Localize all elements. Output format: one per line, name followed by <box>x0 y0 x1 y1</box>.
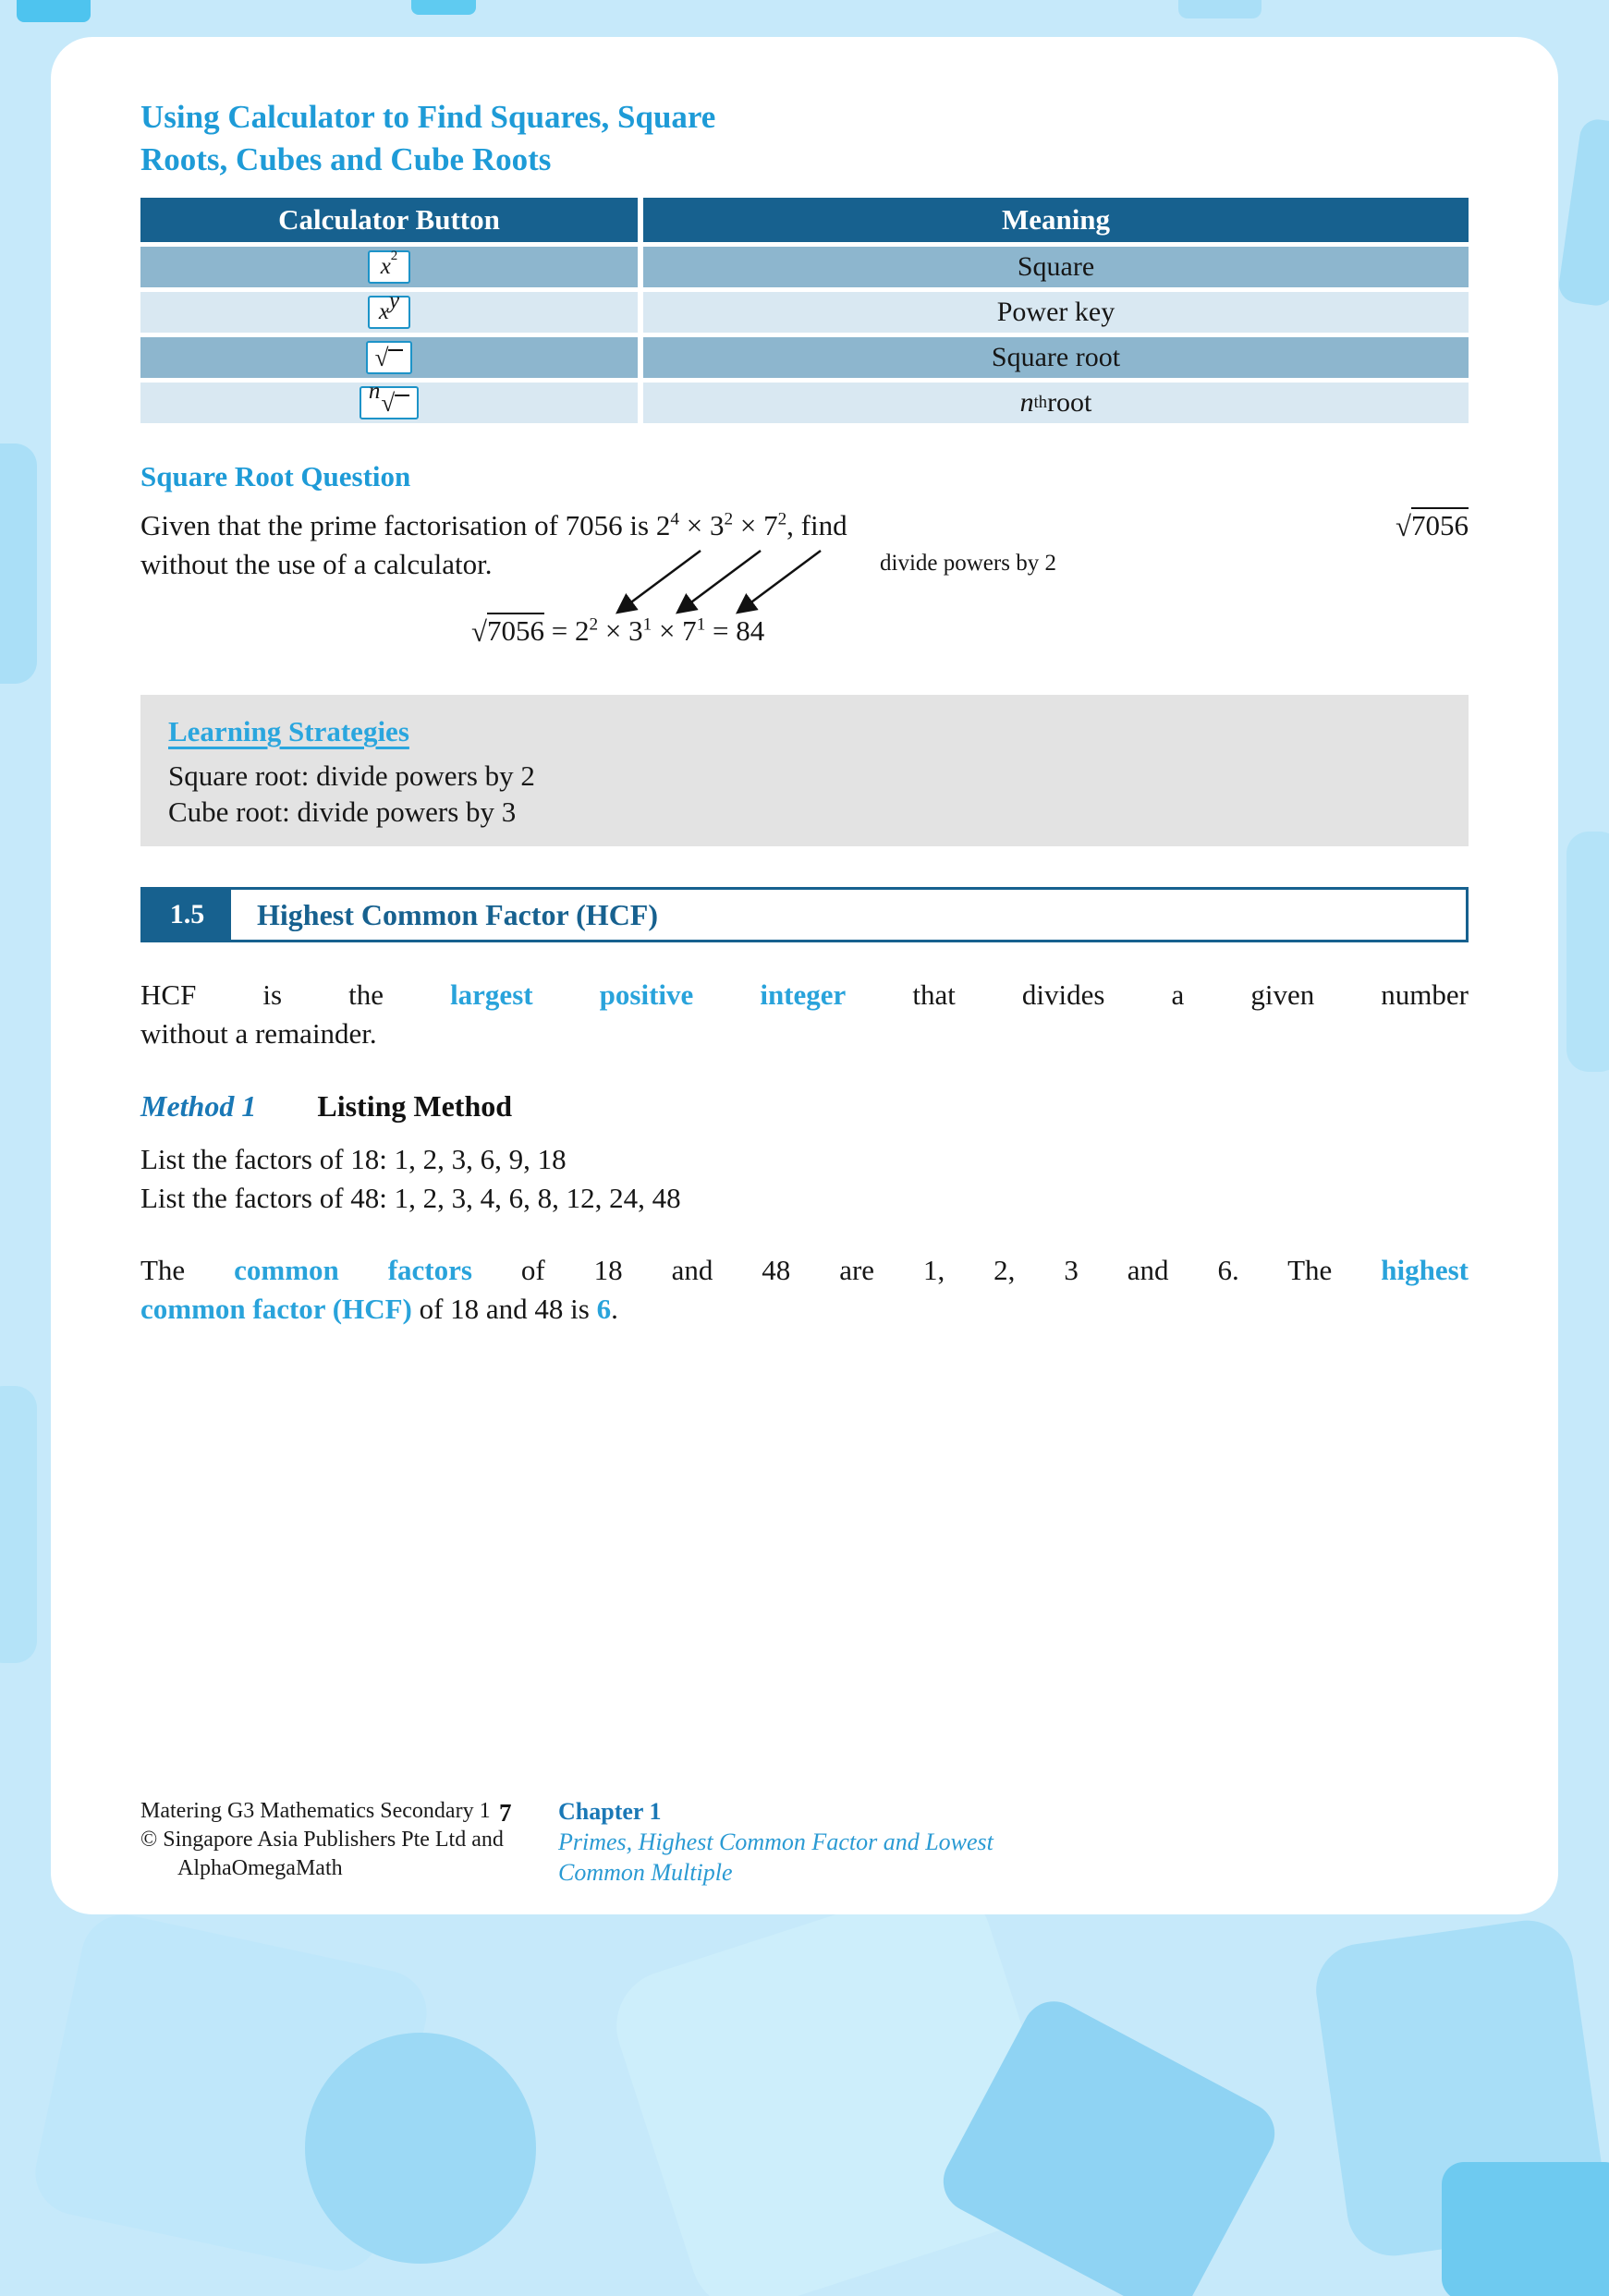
table-cell-meaning: Power key <box>643 292 1469 333</box>
section-header <box>140 887 1469 942</box>
table-cell-meaning: Square <box>643 247 1469 287</box>
square-root-question-block <box>140 506 1469 665</box>
footer-publisher-name: AlphaOmegaMath <box>177 1856 343 1880</box>
square-root-question-heading: Square Root Question <box>140 460 411 492</box>
table-row <box>140 379 1469 423</box>
footer-copyright: © Singapore Asia Publishers Pte Ltd and <box>140 1828 504 1852</box>
nth-root-variable: n <box>1019 387 1034 418</box>
background-shape <box>0 443 37 684</box>
background-shape <box>0 1386 37 1663</box>
table-cell-meaning: Square root <box>643 337 1469 378</box>
chapter-label: Chapter 1 <box>558 1798 662 1825</box>
factors-of-18: List the factors of 18: 1, 2, 3, 6, 9, 18 <box>140 1143 567 1175</box>
button-base: x <box>378 299 389 324</box>
hcf-intro-paragraph <box>140 976 1469 1053</box>
page-title: Using Calculator to Find Squares, Square Roots, Cubes and Cube Roots <box>140 99 716 177</box>
background-shape <box>1178 0 1262 18</box>
radical-vinculum <box>395 395 409 396</box>
table-header-calculator-button: Calculator Button <box>140 198 638 242</box>
chapter-subtitle-line-1: Primes, Highest Common Factor and Lowest <box>558 1828 993 1855</box>
chapter-subtitle-line-2: Common Multiple <box>558 1859 733 1886</box>
table-cell-button <box>140 247 638 287</box>
radicand: 7056 <box>1411 509 1469 541</box>
footer-publisher-block <box>140 1797 504 1883</box>
content-card <box>51 37 1558 1914</box>
section-title: Highest Common Factor (HCF) <box>257 897 658 931</box>
radical-vinculum <box>388 349 403 351</box>
root-index: n <box>368 379 381 404</box>
table-row <box>140 337 1469 378</box>
page-footer <box>140 1797 1469 1899</box>
radicand: 7056 <box>487 614 545 647</box>
sqrt-equation: $√7056 = 2^2 \times 3^1 \times 7^1 = 84$ <box>471 614 765 648</box>
radical-sign: √ <box>1395 510 1411 542</box>
divide-arrows <box>584 547 852 619</box>
radical-sign: √ <box>381 389 396 417</box>
conclusion-line-2: common factor (HCF) of 18 and 48 is 6. <box>140 1293 618 1325</box>
divide-powers-label: divide powers by 2 <box>880 551 1056 576</box>
footer-chapter-block <box>558 1797 993 1888</box>
radical-sign: √ <box>471 615 488 648</box>
question-line-1 <box>140 506 1469 545</box>
question-line-2: without the use of a calculator. <box>140 548 493 580</box>
method-name: Listing Method <box>317 1089 513 1123</box>
question-text-with-factors: Given that the prime factorisation of 7056 is $2^4 \times 3^2 \times 7^2$, find <box>140 509 847 541</box>
table-row <box>140 247 1469 287</box>
hcf-intro-line-1: HCF is the largest positive integer that divides a given number <box>140 978 1469 1011</box>
button-exponent: y <box>389 288 400 313</box>
hcf-conclusion-paragraph <box>140 1251 1469 1329</box>
radical-sign: √ <box>374 344 389 371</box>
background-shape <box>411 0 476 15</box>
calculator-table <box>140 198 1469 423</box>
sqrt-7056 <box>1396 506 1469 545</box>
table-header-row <box>140 198 1469 242</box>
background-shape <box>1556 117 1609 308</box>
background-shape <box>305 2033 536 2264</box>
table-cell-meaning: n th root <box>643 383 1469 423</box>
x-squared-button: x $^2$ <box>368 250 410 284</box>
method-label: Method 1 <box>140 1089 257 1123</box>
listing-lines <box>140 1140 1469 1218</box>
factors-of-48: List the factors of 48: 1, 2, 3, 4, 6, 8, 12, 24, 48 <box>140 1182 681 1214</box>
table-cell-button <box>140 288 638 333</box>
table-row <box>140 288 1469 333</box>
hcf-intro-line-2: without a remainder. <box>140 1017 377 1050</box>
footer-book-title: Matering G3 Mathematics Secondary 1 <box>140 1799 491 1823</box>
learning-line-1: Square root: divide powers by 2 <box>168 759 535 792</box>
table-cell-button <box>140 337 638 378</box>
power-key-button <box>368 288 410 329</box>
nth-root-rest: root <box>1047 387 1092 418</box>
background-shape <box>1442 2162 1609 2296</box>
background-shape <box>1566 832 1609 1072</box>
method-heading <box>140 1087 1469 1125</box>
button-base: x <box>380 254 391 279</box>
background-shape <box>17 0 91 22</box>
square-root-button <box>366 341 413 374</box>
page-number: 7 <box>499 1799 512 1827</box>
conclusion-line-1: The common factors of 18 and 48 are 1, 2, 3 and 6. The highest <box>140 1254 1469 1286</box>
learning-line-2: Cube root: divide powers by 3 <box>168 796 517 828</box>
learning-strategies-heading: Learning Strategies <box>168 715 409 747</box>
nth-root-button <box>360 379 419 419</box>
table-cell-button <box>140 379 638 423</box>
section-number: 1.5 <box>143 890 231 940</box>
table-header-meaning: Meaning <box>643 198 1469 242</box>
learning-strategies-box <box>140 695 1469 846</box>
